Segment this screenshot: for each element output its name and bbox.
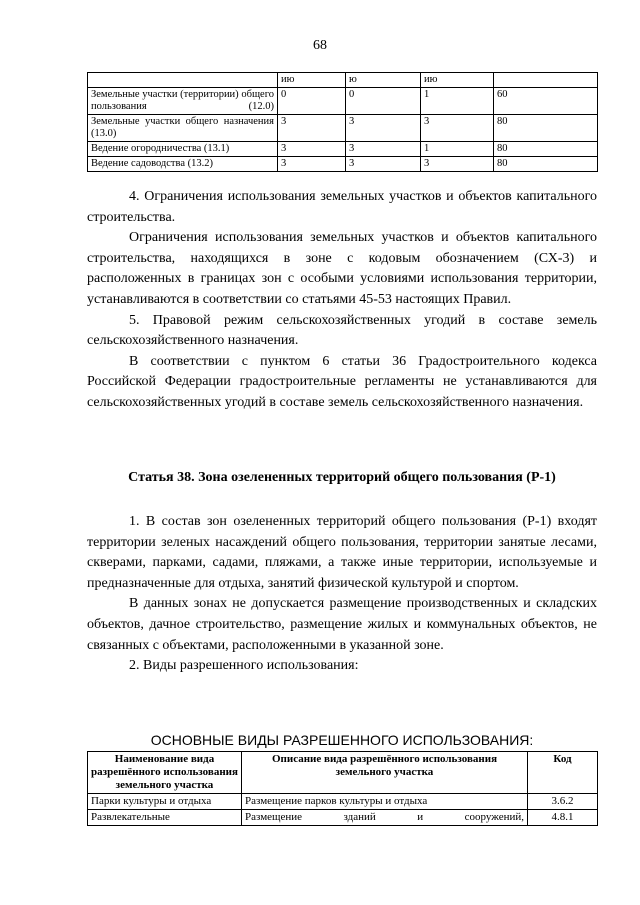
table-cell-name: Земельные участки (территории) общего пользования (12.0) (88, 88, 278, 115)
table-cell: ю (346, 73, 421, 88)
page-number: 68 (313, 38, 327, 53)
table-cell: 3 (278, 157, 346, 172)
use-name: Парки культуры и отдыха (88, 794, 242, 810)
table-cell: 80 (494, 115, 598, 142)
table-cell: 3 (346, 157, 421, 172)
article-heading: Статья 38. Зона озелененных территорий общего пользования (Р-1) (128, 470, 556, 485)
table-row (88, 73, 598, 88)
section-4-title: 4. Ограничения использования земельных участков и объектов капитального строительства. (87, 189, 597, 225)
table-header-row (88, 752, 598, 794)
table-cell: 3 (278, 142, 346, 157)
article-paragraph-1: 1. В состав зон озелененных территорий общего пользования (Р-1) входят территории зеленых насаждений общего пользования, территории занятые лесами, скверами, парками, садами, пляжами, а также иные территории, используемые и предназначенные для отдыха, занятий физической культурой и спортом. (87, 514, 597, 591)
table-cell: 3 (346, 115, 421, 142)
table-cell: 1 (421, 142, 494, 157)
use-description: Размещение зданий и сооружений, (242, 810, 528, 826)
table-row (88, 115, 598, 142)
table-row (88, 810, 598, 826)
table-cell: 3 (421, 157, 494, 172)
use-name: Развлекательные (88, 810, 242, 826)
uses-table (87, 751, 598, 826)
table-row (88, 142, 598, 157)
table-cell: ию (421, 73, 494, 88)
table-cell (88, 73, 278, 88)
table-cell: 3 (346, 142, 421, 157)
table-row (88, 157, 598, 172)
section-5-text: В соответствии с пунктом 6 статьи 36 Градостроительного кодекса Российской Федерации градостроительные регламенты не устанавливаются для сельскохозяйственных угодий в составе земель сельскохозяйственного назначения. (87, 353, 597, 410)
table-cell (494, 73, 598, 88)
table-cell: 3 (278, 115, 346, 142)
use-code: 4.8.1 (528, 810, 598, 826)
use-code: 3.6.2 (528, 794, 598, 810)
top-parameters-table (87, 72, 598, 172)
article-paragraph-2: В данных зонах не допускается размещение производственных и складских объектов, дачное строительство, размещение жилых и коммунальных объектов, не связанных с объектами, расположенными в указанной зоне. (87, 596, 597, 653)
table-cell: 0 (278, 88, 346, 115)
table-row (88, 794, 598, 810)
sections-4-5 (87, 187, 597, 414)
section-4-text: Ограничения использования земельных участков и объектов капитального строительства, находящихся в зоне с кодовым обозначением (СХ-3) и расположенных в границах зон с особыми условиями использования территории, устанавливаются в соответствии со статьями 45-53 настоящих Правил. (87, 230, 597, 307)
table-cell-name: Земельные участки общего назначения (13.0) (88, 115, 278, 142)
table-cell-name: Ведение огородничества (13.1) (88, 142, 278, 157)
table-cell: 1 (421, 88, 494, 115)
article-body (87, 512, 597, 677)
column-header-code: Код (528, 752, 598, 794)
column-header-description: Описание вида разрешённого использования земельного участка (242, 752, 528, 794)
table-cell: 0 (346, 88, 421, 115)
column-header-name: Наименование вида разрешённого использования земельного участка (88, 752, 242, 794)
section-5-title: 5. Правовой режим сельскохозяйственных угодий в составе земель сельскохозяйственного назначения. (87, 312, 597, 349)
table-row (88, 88, 598, 115)
table-cell-name: Ведение садоводства (13.2) (88, 157, 278, 172)
table-cell: 80 (494, 157, 598, 172)
main-uses-title: ОСНОВНЫЕ ВИДЫ РАЗРЕШЕННОГО ИСПОЛЬЗОВАНИЯ: (150, 732, 534, 748)
table-cell: 60 (494, 88, 598, 115)
table-cell: ию (278, 73, 346, 88)
article-paragraph-3: 2. Виды разрешенного использования: (129, 658, 359, 674)
table-cell: 3 (421, 115, 494, 142)
use-description: Размещение парков культуры и отдыха (242, 794, 528, 810)
table-cell: 80 (494, 142, 598, 157)
